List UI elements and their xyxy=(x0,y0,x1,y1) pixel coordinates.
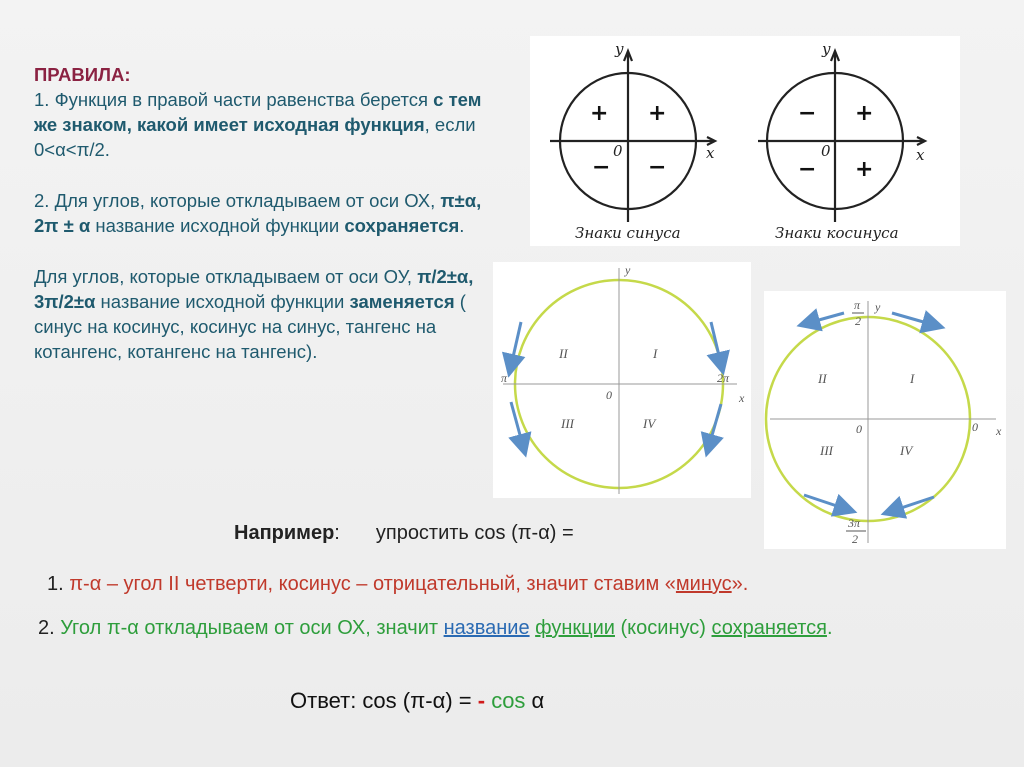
sine-q4-sign: − xyxy=(648,155,667,180)
rule-3-angles: π/2±α, 3π/2±α xyxy=(34,266,474,312)
sign-diagrams-panel xyxy=(530,36,960,246)
step-1-number: 1. xyxy=(47,573,70,595)
step-2-number: 2. xyxy=(38,617,61,639)
right-bottom-numerator: 3π xyxy=(848,516,861,530)
left-2pi-label: 2π xyxy=(717,371,730,385)
quadrant-diagram-right xyxy=(764,291,1006,549)
cosine-q4-sign: + xyxy=(855,157,874,182)
step-2-function-word: функции xyxy=(535,617,615,639)
sine-q2-sign: + xyxy=(590,101,609,126)
quadrant-right-svg xyxy=(764,291,1006,549)
rule-1 xyxy=(34,87,494,162)
sine-caption: Знаки синуса xyxy=(575,224,681,242)
rule-3-keyword: заменяется xyxy=(349,291,455,312)
right-bottom-denominator: 2 xyxy=(852,532,858,546)
left-x-label: x xyxy=(739,391,745,405)
example-task: упростить cos (π-α) = xyxy=(375,522,574,544)
rule-3-text-b: название исходной функции xyxy=(95,291,350,312)
answer-alpha: α xyxy=(525,688,545,713)
left-quadrant-i: I xyxy=(653,346,658,361)
rule-3 xyxy=(34,264,494,364)
quadrant-left-svg xyxy=(493,262,751,498)
sine-x-label: x xyxy=(706,144,715,162)
right-x-label: x xyxy=(996,424,1002,438)
sine-y-label: y xyxy=(615,40,624,58)
solution-step-1 xyxy=(47,573,748,596)
answer-minus: - xyxy=(477,688,486,713)
right-zero-label: 0 xyxy=(972,420,978,434)
rule-1-condition: , если 0<α<π/2. xyxy=(34,114,476,160)
right-origin: 0 xyxy=(856,422,862,436)
right-quadrant-i: I xyxy=(910,371,915,386)
example-colon: : xyxy=(334,522,340,544)
cosine-origin: 0 xyxy=(821,142,831,160)
answer-text: Ответ: cos (π-α) = xyxy=(290,688,478,713)
left-y-label: y xyxy=(625,263,631,277)
rule-1-text: 1. Функция в правой части равенства берется xyxy=(34,89,434,110)
step-2-text: Угол π-α откладываем от оси ОХ, значит xyxy=(60,617,444,639)
step-2-cosine: (косинус) xyxy=(614,617,712,639)
rule-2-text: 2. Для углов, которые откладываем от оси ОХ, xyxy=(34,190,441,211)
cosine-x-label: x xyxy=(916,146,925,164)
quadrant-diagram-left xyxy=(493,262,751,498)
sine-origin: 0 xyxy=(613,142,623,160)
rule-2-keyword: сохраняется xyxy=(344,215,460,236)
right-quadrant-iv: IV xyxy=(900,443,913,458)
left-quadrant-iii: III xyxy=(561,416,574,431)
sine-q3-sign: − xyxy=(592,155,611,180)
step-2-end: . xyxy=(826,617,833,639)
rules-heading: ПРАВИЛА: xyxy=(34,64,131,85)
answer-cos: cos xyxy=(491,688,526,713)
example-label: Например xyxy=(234,522,335,544)
sign-diagrams-svg xyxy=(530,36,960,246)
right-top-numerator: π xyxy=(854,298,861,312)
rules-block xyxy=(34,62,494,364)
cosine-caption: Знаки косинуса xyxy=(775,224,899,242)
answer-line xyxy=(290,688,544,714)
cosine-q1-sign: + xyxy=(855,101,874,126)
left-quadrant-ii: II xyxy=(559,346,568,361)
rule-3-end: ( синус на косинус, косинус на синус, тангенс на котангенс, котангенс на тангенс). xyxy=(34,291,466,362)
step-2-preserved-word: сохраняется xyxy=(711,617,827,639)
example-line xyxy=(234,522,574,545)
left-origin: 0 xyxy=(606,388,612,402)
solution-step-2 xyxy=(38,613,918,643)
step-1-end: ». xyxy=(731,573,749,595)
rule-2-angles: π±α, 2π ± α xyxy=(34,190,482,236)
right-quadrant-iii: III xyxy=(820,443,833,458)
rule-2 xyxy=(34,188,494,238)
step-1-minus-word: минус xyxy=(675,573,732,595)
left-quadrant-iv: IV xyxy=(643,416,656,431)
rule-1-bold: с тем же знаком, какой имеет исходная функция xyxy=(34,89,482,135)
right-y-label: y xyxy=(875,300,881,314)
step-2-name-word: название xyxy=(443,617,530,639)
sine-q1-sign: + xyxy=(648,101,667,126)
rule-3-text: Для углов, которые откладываем от оси ОУ, xyxy=(34,266,418,287)
rule-2-text-b: название исходной функции xyxy=(90,215,345,236)
cosine-q3-sign: − xyxy=(798,157,817,182)
right-top-denominator: 2 xyxy=(855,314,861,328)
rule-2-end: . xyxy=(459,215,465,236)
right-quadrant-ii: II xyxy=(818,371,827,386)
cosine-q2-sign: − xyxy=(798,101,817,126)
step-1-text: π-α – угол II четверти, косинус – отрицательный, значит ставим « xyxy=(69,573,676,595)
cosine-y-label: y xyxy=(822,40,831,58)
left-pi-label: π xyxy=(501,371,508,385)
